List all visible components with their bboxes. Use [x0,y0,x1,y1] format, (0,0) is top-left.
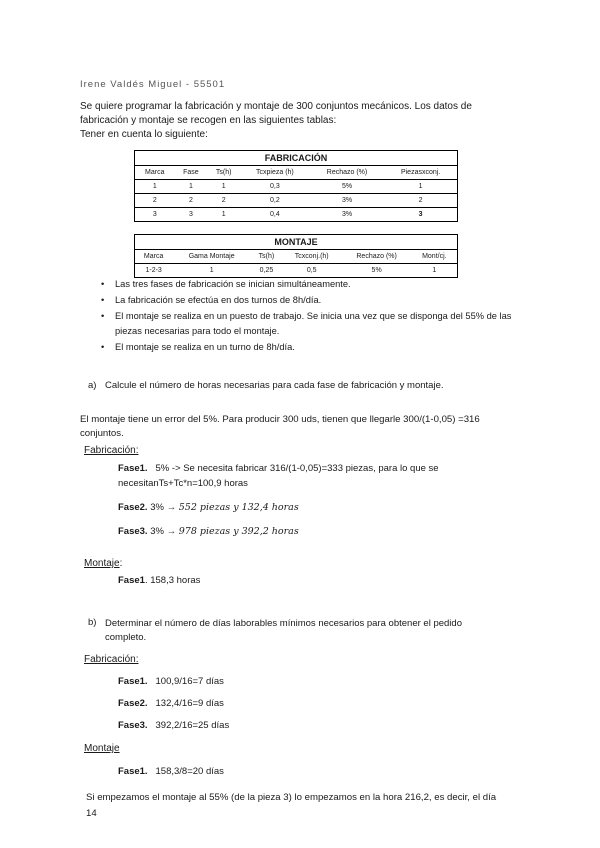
column-header: Fase [175,166,208,180]
montaje-heading-colon: : [119,558,123,569]
table-cell: 1 [209,267,214,274]
column-header: Ts(h) [207,166,240,180]
question-a-text: Calcule el número de horas necesarias para cada fase de fabricación y montaje. [105,380,444,391]
fase-label: Fase2. [118,698,148,709]
table-header-row [135,250,458,264]
table-cell: 1 [221,211,226,218]
column-header: Gama Montaje [172,250,251,264]
table-cell: 1 [175,180,208,194]
answer-b-montaje-fase1 [118,766,224,777]
answer-b-fase1 [118,676,224,687]
table-cell: 2 [175,194,208,208]
fase-label: Fase1. [118,676,148,687]
montaje-table-title: MONTAJE [135,235,458,250]
fase-text: necesitanTs+Tc*n=100,9 horas [118,478,248,489]
answer-a-fase2 [118,502,299,513]
table-cell: 3% [341,211,353,218]
table-cell: 5% [310,180,384,194]
montaje-heading-text: Montaje [84,558,120,569]
column-header: Marca [135,166,175,180]
bullet-icon: • [101,342,105,352]
table-cell: 0,25 [259,267,274,274]
conditions-list [103,277,523,356]
bullet-icon: • [101,279,105,289]
fabricacion-table-title: FABRICACIÓN [135,151,458,166]
fabricacion-heading: Fabricación: [84,445,139,456]
column-header: Rechazo (%) [310,166,384,180]
intro-line-2: fabricación y montaje se recogen en las siguientes tablas: [80,115,337,126]
answer-a-fase1 [118,463,439,489]
answer-a-fase3 [118,526,299,537]
fase-label: Fase1. [118,766,148,777]
question-a-label: a) [88,380,97,391]
fase-result: 552 piezas y 132,4 horas [178,502,299,513]
list-item-text: La fabricación se efectúa en dos turnos de 8h/día. [115,295,322,305]
table-cell: 1-2-3 [145,267,162,274]
list-item-text: El montaje se realiza en un puesto de trabajo. Se inicia una vez que se disponga del 55% de las piezas necesarias para todo el montaje. [115,311,512,336]
list-item [103,277,523,292]
table-cell: 2 [135,194,175,208]
intro-paragraph [80,100,520,142]
table-row [135,194,458,208]
list-item [103,340,523,355]
column-header: Ts(h) [251,250,282,264]
intro-line-3: Tener en cuenta lo siguiente: [80,129,208,140]
fase-text: . 158,3 horas [144,575,201,586]
answer-b-conclusion [86,790,526,822]
table-cell: 1 [207,180,240,194]
fase-label: Fase3. [118,526,148,537]
question-b-line-1: Determinar el número de días laborables mínimos necesarios para obtener el pedido [105,618,462,629]
question-b-line-2: completo. [105,632,147,643]
table-cell: 0,5 [306,267,317,274]
table-row [135,208,458,222]
table-header-row [135,166,458,180]
bullet-icon: • [101,295,105,305]
fabricacion-heading-b: Fabricación: [84,654,139,665]
table-cell: 2 [384,194,457,208]
column-header: Tcxconj.(h) [282,250,342,264]
fase-text: 132,4/16=9 días [155,698,224,709]
table-cell: 1 [135,180,175,194]
fabricacion-table [134,150,458,222]
intro-line-1: Se quiere programar la fabricación y montaje de 300 conjuntos mecánicos. Los datos de [80,101,472,112]
list-item-text: El montaje se realiza en un turno de 8h/día. [115,342,295,352]
fase-result: 978 piezas y 392,2 horas [178,526,299,537]
table-cell: 3 [188,211,193,218]
conclusion-line-2: 14 [86,808,97,819]
answer-a-montaje-fase1 [118,575,200,586]
column-header: Tcxpieza (h) [240,166,310,180]
table-cell: 1 [432,267,437,274]
fase-percent: 3% → [150,502,177,513]
list-item [103,309,523,339]
table-cell: 1 [384,180,457,194]
fase-text: 392,2/16=25 días [155,720,230,731]
table-row [135,264,458,278]
montaje-heading-b: Montaje [84,743,120,754]
fase-label: Fase1. [118,463,148,474]
table-cell: 0,3 [240,180,310,194]
answer-a-intro [80,413,530,441]
fase-text: 158,3/8=20 días [155,766,224,777]
fase-text: 5% -> Se necesita fabricar 316/(1-0,05)=333 piezas, para lo que se [155,463,439,474]
fase-label: Fase3. [118,720,148,731]
column-header: Marca [135,250,173,264]
answer-a-line-2: conjuntos. [80,428,124,439]
montaje-heading-a [84,558,122,569]
author-name: Irene Valdés Miguel - 55501 [80,79,226,90]
table-row [135,180,458,194]
column-header: Rechazo (%) [342,250,412,264]
bullet-icon: • [101,311,105,321]
montaje-table [134,234,458,278]
column-header: Mont/cj. [412,250,458,264]
answer-a-line-1: El montaje tiene un error del 5%. Para producir 300 uds, tienen que llegarle 300/(1-0,05) =316 [80,414,480,425]
conclusion-line-1: Si empezamos el montaje al 55% (de la pieza 3) lo empezamos en la hora 216,2, es decir, el día [86,792,497,803]
fase-label: Fase1 [118,575,145,586]
table-cell: 2 [207,194,240,208]
fase-label: Fase2. [118,502,148,513]
answer-b-fase3 [118,720,229,731]
table-cell: 3 [418,211,423,218]
fase-text: 100,9/16=7 días [155,676,224,687]
list-item-text: Las tres fases de fabricación se inician simultáneamente. [115,279,351,289]
table-cell: 5% [371,267,382,274]
table-cell: 0,2 [240,194,310,208]
question-b-label: b) [88,617,97,628]
table-cell: 3 [152,211,157,218]
fase-percent: 3% → [150,526,177,537]
list-item [103,293,523,308]
question-b-text [105,617,525,645]
answer-b-fase2 [118,698,224,709]
column-header: Piezasxconj. [384,166,457,180]
table-cell: 0,4 [270,211,280,218]
table-cell: 3% [310,194,384,208]
